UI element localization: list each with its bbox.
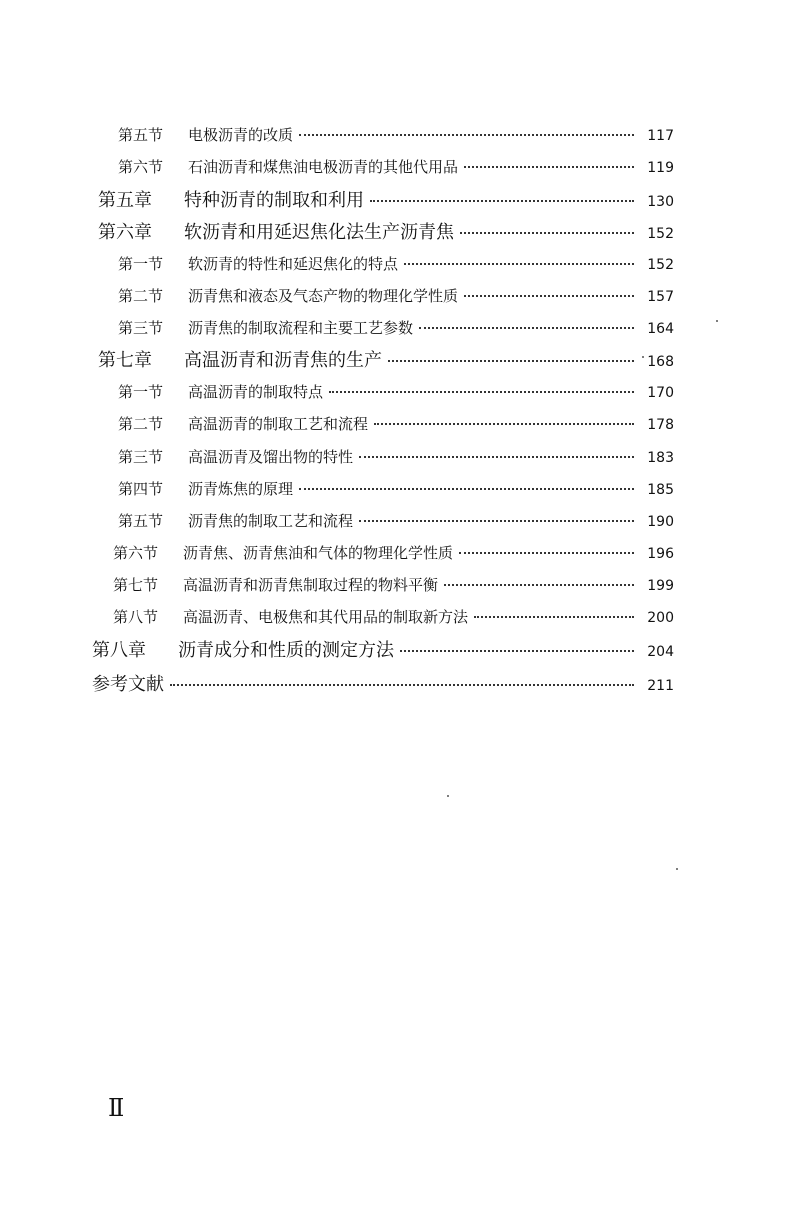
- toc-entry-label: 第八节: [113, 608, 159, 626]
- toc-entry-label: 第五节: [118, 126, 164, 144]
- toc-entry-title: 沥青焦的制取流程和主要工艺参数: [188, 319, 414, 337]
- toc-entry-title: 高温沥青、电极焦和其代用品的制取新方法: [183, 608, 469, 626]
- toc-leader-dots: [370, 200, 634, 202]
- toc-entry-title: 软沥青的特性和延迟焦化的特点: [188, 255, 399, 273]
- toc-chapter-entry: [98, 346, 674, 372]
- toc-entry: [118, 156, 674, 178]
- toc-entry: [118, 510, 674, 532]
- toc-entry-page: 164: [647, 321, 674, 337]
- toc-leader-dots: [404, 263, 634, 265]
- toc-entry: [113, 606, 674, 628]
- toc-entry-page: 204: [647, 644, 674, 660]
- toc-entry-page: 199: [647, 578, 674, 594]
- toc-entry: [118, 253, 674, 275]
- toc-leader-dots: [170, 684, 634, 686]
- toc-entry-label: 第八章: [92, 640, 146, 661]
- toc-entry-page: 211: [647, 678, 674, 694]
- toc-entry: [118, 381, 674, 403]
- toc-leader-dots: [359, 456, 634, 458]
- toc-leader-dots: [359, 520, 634, 522]
- toc-entry-title: 沥青焦的制取工艺和流程: [188, 512, 354, 530]
- scan-speck: [716, 320, 718, 322]
- toc-entry: [113, 542, 674, 564]
- toc-entry-page: 152: [647, 257, 674, 273]
- toc-entry-label: 第三节: [118, 448, 164, 466]
- toc-entry: [118, 317, 674, 339]
- toc-entry-title: 高温沥青的制取特点: [188, 383, 324, 401]
- toc-entry: [118, 446, 674, 468]
- toc-entry-label: 第一节: [118, 255, 164, 273]
- toc-entry: [118, 285, 674, 307]
- toc-entry-title: 特种沥青的制取和利用: [184, 190, 364, 211]
- toc-entry-title: 软沥青和用延迟焦化法生产沥青焦: [184, 222, 454, 243]
- scan-speck: [447, 795, 449, 797]
- toc-entry-page: 178: [647, 417, 674, 433]
- toc-chapter-entry: [98, 218, 674, 244]
- toc-entry-title: 沥青炼焦的原理: [188, 480, 294, 498]
- toc-entry-page: 190: [647, 514, 674, 530]
- toc-entry-page: 119: [647, 160, 674, 176]
- toc-entry-page: 168: [647, 354, 674, 370]
- toc-entry-label: 第五章: [98, 190, 152, 211]
- toc-entry-title: 沥青成分和性质的测定方法: [178, 640, 394, 661]
- toc-entry-label: 第六章: [98, 222, 152, 243]
- toc-entry-page: 152: [647, 226, 674, 242]
- page-number: Ⅱ: [108, 1094, 125, 1122]
- toc-leader-dots: [374, 423, 634, 425]
- toc-entry-page: 185: [647, 482, 674, 498]
- toc-chapter-entry: [92, 636, 674, 662]
- toc-entry-label: 第七章: [98, 350, 152, 371]
- toc-leader-dots: [460, 232, 634, 234]
- toc-entry-label: 第二节: [118, 287, 164, 305]
- toc-entry-label: 第一节: [118, 383, 164, 401]
- toc-entry-label: 第六节: [113, 544, 159, 562]
- scan-speck: [642, 356, 644, 358]
- toc-entry: [113, 574, 674, 596]
- toc-entry-title: 高温沥青和沥青焦制取过程的物料平衡: [183, 576, 439, 594]
- toc-entry-title: 石油沥青和煤焦油电极沥青的其他代用品: [188, 158, 459, 176]
- toc-leader-dots: [459, 552, 634, 554]
- toc-entry-page: 196: [647, 546, 674, 562]
- toc-entry-title: 沥青焦、沥青焦油和气体的物理化学性质: [183, 544, 454, 562]
- toc-entry-title: 参考文献: [92, 674, 164, 695]
- toc-leader-dots: [464, 166, 634, 168]
- toc-entry-label: 第三节: [118, 319, 164, 337]
- toc-entry-title: 高温沥青及馏出物的特性: [188, 448, 354, 466]
- toc-entry-title: 高温沥青的制取工艺和流程: [188, 415, 369, 433]
- toc-entry-label: 第四节: [118, 480, 164, 498]
- toc-leader-dots: [388, 360, 634, 362]
- toc-entry: [118, 124, 674, 146]
- toc-entry-label: 第五节: [118, 512, 164, 530]
- toc-entry-page: 130: [647, 194, 674, 210]
- toc-leader-dots: [474, 616, 634, 618]
- toc-entry-title: 高温沥青和沥青焦的生产: [184, 350, 382, 371]
- toc-entry: [118, 478, 674, 500]
- toc-leader-dots: [329, 391, 634, 393]
- toc-leader-dots: [464, 295, 634, 297]
- scan-speck: [676, 868, 678, 870]
- toc-entry-title: 沥青焦和液态及气态产物的物理化学性质: [188, 287, 459, 305]
- toc-leader-dots: [419, 327, 634, 329]
- toc-references-entry: [92, 670, 674, 696]
- toc-entry-label: 第六节: [118, 158, 164, 176]
- toc-entry-page: 170: [647, 385, 674, 401]
- toc-entry-page: 117: [647, 128, 674, 144]
- toc-entry-page: 157: [647, 289, 674, 305]
- toc-chapter-entry: [98, 186, 674, 212]
- toc-leader-dots: [400, 650, 634, 652]
- toc-leader-dots: [299, 488, 634, 490]
- toc-entry-page: 200: [647, 610, 674, 626]
- toc-leader-dots: [444, 584, 634, 586]
- toc-entry-title: 电极沥青的改质: [188, 126, 294, 144]
- toc-leader-dots: [299, 134, 634, 136]
- toc-entry-label: 第七节: [113, 576, 159, 594]
- toc-entry: [118, 413, 674, 435]
- toc-entry-page: 183: [647, 450, 674, 466]
- toc-entry-label: 第二节: [118, 415, 164, 433]
